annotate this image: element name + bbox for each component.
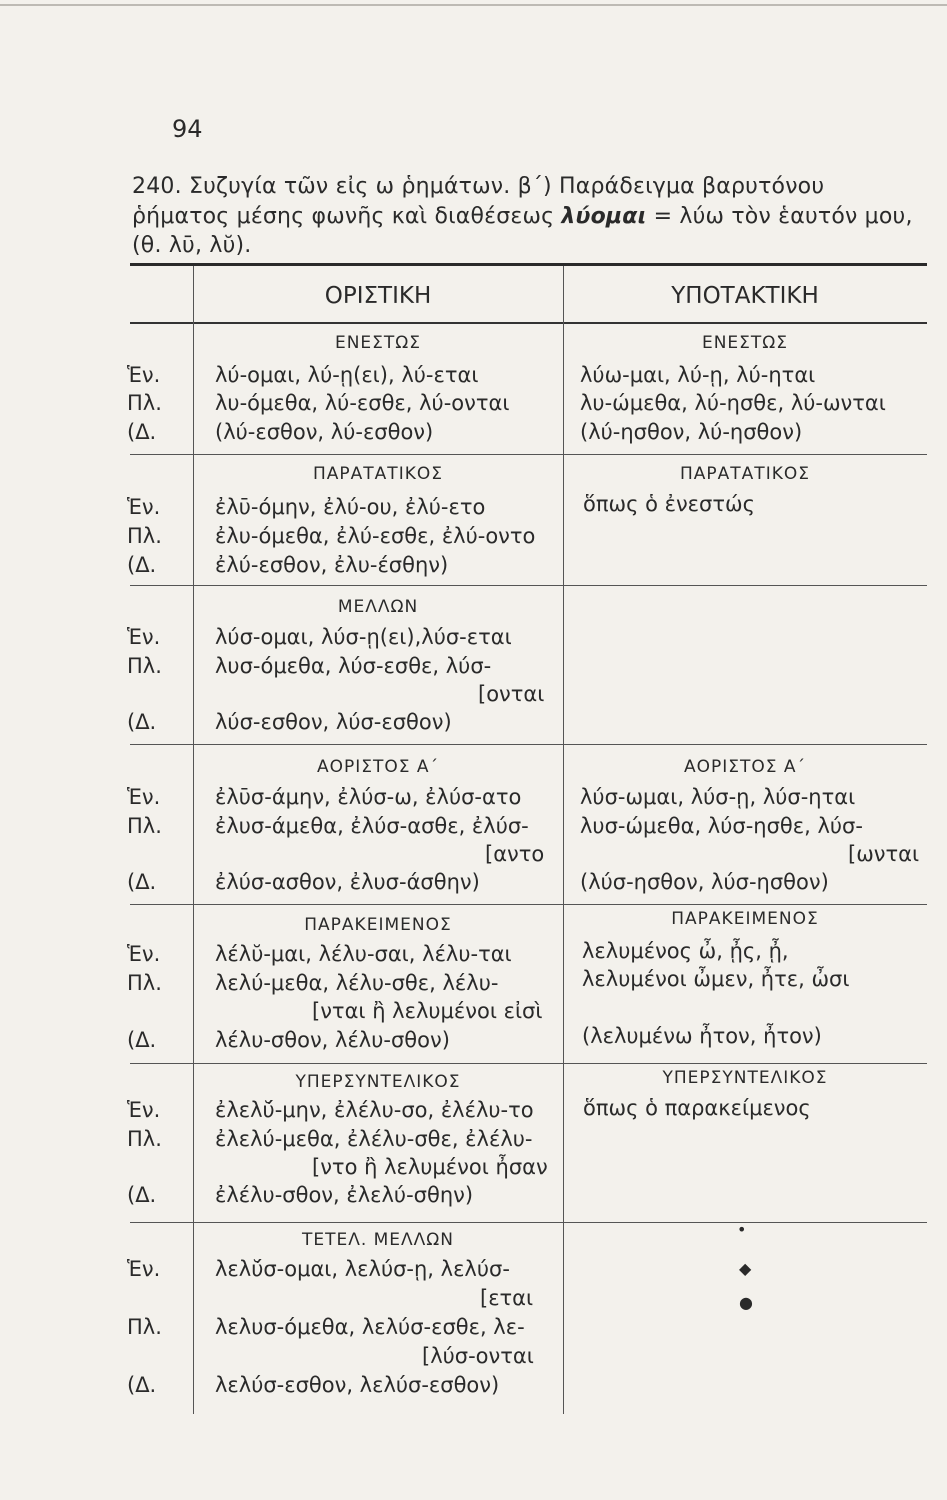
form-cell: λελυμένοι ὦμεν, ἦτε, ὦσι: [582, 967, 850, 991]
form-cell: (λύσ-ησθον, λύσ-ησθον): [580, 870, 829, 894]
form-cell: λέλῠ-μαι, λέλυ-σαι, λέλυ-ται: [215, 942, 512, 966]
form-cell: λελῠ́σ-ομαι, λελύσ-ῃ, λελύσ-: [215, 1257, 510, 1281]
form-cell: λυ-όμεθα, λύ-εσθε, λύ-ονται: [215, 391, 510, 415]
form-cell: λύσ-εσθον, λύσ-εσθον): [215, 710, 452, 734]
form-cell: ἐλελῠ́-μην, ἐλέλυ-σο, ἐλέλυ-το: [215, 1098, 534, 1122]
form-cell-continuation: [ωνται: [848, 842, 920, 866]
row-label-du: (Δ.: [127, 1373, 157, 1397]
tense-imperfect-indicative: ΠΑΡΑΤΑΤΙΚΟΣ: [313, 464, 443, 484]
row-label-pl: Πλ.: [127, 524, 162, 548]
form-cell: λυσ-όμεθα, λύσ-εσθε, λύσ-: [215, 654, 492, 678]
form-cell-continuation: [αντο: [485, 842, 545, 866]
table-header-rule: [130, 322, 927, 324]
separator-4: [130, 904, 927, 905]
form-cell: λελυμένος ὦ, ᾖς, ᾖ,: [582, 939, 789, 963]
form-cell: ἐλυσ-άμεθα, ἐλύσ-ασθε, ἐλύσ-: [215, 814, 529, 838]
column-divider-moods: [563, 266, 564, 1414]
form-cell: λύω-μαι, λύ-ῃ, λύ-ηται: [580, 363, 816, 387]
separator-1: [130, 454, 927, 455]
form-cell: ἐλέλυ-σθον, ἐλελύ-σθην): [215, 1183, 474, 1207]
speck-mark: ◆: [739, 1259, 752, 1278]
form-cell-continuation: [λύσ-ονται: [422, 1344, 534, 1368]
intro-line-2-a: ῥήματος μέσης φωνῆς καὶ διαθέσεως: [132, 204, 562, 229]
page-top-edge: [0, 4, 947, 6]
row-label-sg: Ἑν.: [127, 495, 161, 519]
form-cell: λέλυ-σθον, λέλυ-σθον): [215, 1028, 450, 1052]
row-label-du: (Δ.: [127, 1183, 157, 1207]
row-label-sg: Ἑν.: [127, 1257, 161, 1281]
row-label-du: (Δ.: [127, 710, 157, 734]
form-cell: ἐλῡ-όμην, ἐλύ-ου, ἐλύ-ετο: [215, 495, 486, 519]
tense-present-indicative: ΕΝΕΣΤΩΣ: [334, 333, 422, 353]
form-cell: λελύ-μεθα, λέλυ-σθε, λέλυ-: [215, 971, 499, 995]
speck-mark: •: [737, 1220, 747, 1239]
tense-perfect-subjunctive: ΠΑΡΑΚΕΙΜΕΝΟΣ: [671, 909, 819, 929]
form-cell: λελύσ-εσθον, λελύσ-εσθον): [215, 1373, 500, 1397]
header-indicative: ΟΡΙΣΤΙΚΗ: [324, 283, 432, 309]
form-cell: λυ-ώμεθα, λύ-ησθε, λύ-ωνται: [580, 391, 886, 415]
intro-line-2: [132, 202, 913, 232]
separator-3: [130, 744, 927, 745]
row-label-du: (Δ.: [127, 870, 157, 894]
separator-5: [130, 1063, 927, 1064]
intro-line-3: (θ. λῡ, λῠ).: [132, 233, 252, 258]
header-subjunctive: ΥΠΟΤΑΚΤΙΚΗ: [671, 283, 819, 309]
form-cell: λυσ-ώμεθα, λύσ-ησθε, λύσ-: [580, 814, 863, 838]
form-cell: λύσ-ωμαι, λύσ-ῃ, λύσ-ηται: [580, 785, 856, 809]
separator-6: [130, 1222, 927, 1223]
row-label-pl: Πλ.: [127, 971, 162, 995]
tense-present-subjunctive: ΕΝΕΣΤΩΣ: [701, 333, 789, 353]
row-label-pl: Πλ.: [127, 1127, 162, 1151]
separator-2: [130, 585, 927, 586]
table-top-rule: [130, 263, 927, 266]
tense-pluperfect-indicative: ΥΠΕΡΣΥΝΤΕΛΙΚΟΣ: [295, 1072, 461, 1092]
form-cell: ὅπως ὁ παρακείμενος: [583, 1096, 811, 1120]
row-label-pl: Πλ.: [127, 654, 162, 678]
form-cell: λελυσ-όμεθα, λελύσ-εσθε, λε-: [215, 1315, 525, 1339]
row-label-sg: Ἑν.: [127, 625, 161, 649]
form-cell: λύ-ομαι, λύ-ῃ(ει), λύ-εται: [215, 363, 479, 387]
row-label-du: (Δ.: [127, 1028, 157, 1052]
speck-mark: ●: [739, 1293, 753, 1312]
form-cell: ὅπως ὁ ἐνεστώς: [583, 492, 755, 516]
page-number: 94: [172, 115, 203, 143]
intro-line-1: 240. Συζυγία τῶν εἰς ω ῥημάτων. β΄) Παράδειγμα βαρυτόνου: [132, 174, 825, 199]
form-cell: ἐλύσ-ασθον, ἐλυσ-άσθην): [215, 870, 480, 894]
form-cell: (λύ-ησθον, λύ-ησθον): [580, 420, 803, 444]
form-cell-continuation: [ντο ἢ λελυμένοι ἦσαν: [312, 1155, 548, 1179]
tense-aorist-indicative: ΑΟΡΙΣΤΟΣ Α΄: [316, 757, 440, 777]
tense-future-indicative: ΜΕΛΛΩΝ: [337, 597, 419, 617]
form-cell: ἐλύ-εσθον, ἐλυ-έσθην): [215, 553, 449, 577]
tense-imperfect-subjunctive: ΠΑΡΑΤΑΤΙΚΟΣ: [680, 464, 810, 484]
form-cell-continuation: [ονται: [478, 682, 545, 706]
row-label-du: (Δ.: [127, 420, 157, 444]
form-cell: λύσ-ομαι, λύσ-ῃ(ει),λύσ-εται: [215, 625, 512, 649]
row-label-pl: Πλ.: [127, 1315, 162, 1339]
form-cell: (λελυμένω ἦτον, ἦτον): [582, 1024, 822, 1048]
form-cell-continuation: [νται ἢ λελυμένοι εἰσὶ: [312, 999, 543, 1023]
row-label-pl: Πλ.: [127, 391, 162, 415]
tense-aorist-subjunctive: ΑΟΡΙΣΤΟΣ Α΄: [683, 757, 807, 777]
row-label-sg: Ἑν.: [127, 1098, 161, 1122]
tense-perfect-indicative: ΠΑΡΑΚΕΙΜΕΝΟΣ: [304, 915, 452, 935]
form-cell: ἐλυ-όμεθα, ἐλύ-εσθε, ἐλύ-οντο: [215, 524, 536, 548]
form-cell: ἐλῡσ-άμην, ἐλύσ-ω, ἐλύσ-ατο: [215, 785, 522, 809]
form-cell: (λύ-εσθον, λύ-εσθον): [215, 420, 434, 444]
form-cell-continuation: [εται: [480, 1286, 534, 1310]
tense-pluperfect-subjunctive: ΥΠΕΡΣΥΝΤΕΛΙΚΟΣ: [662, 1068, 828, 1088]
intro-line-2-b: = λύω τὸν ἑαυτόν μου,: [646, 204, 913, 229]
row-label-sg: Ἑν.: [127, 363, 161, 387]
tense-future-perfect-indicative: ΤΕΤΕΛ. ΜΕΛΛΩΝ: [301, 1230, 455, 1250]
intro-verb: λύομαι: [561, 204, 647, 229]
row-label-pl: Πλ.: [127, 814, 162, 838]
row-label-du: (Δ.: [127, 553, 157, 577]
row-label-sg: Ἑν.: [127, 785, 161, 809]
row-label-sg: Ἑν.: [127, 942, 161, 966]
form-cell: ἐλελύ-μεθα, ἐλέλυ-σθε, ἐλέλυ-: [215, 1127, 533, 1151]
